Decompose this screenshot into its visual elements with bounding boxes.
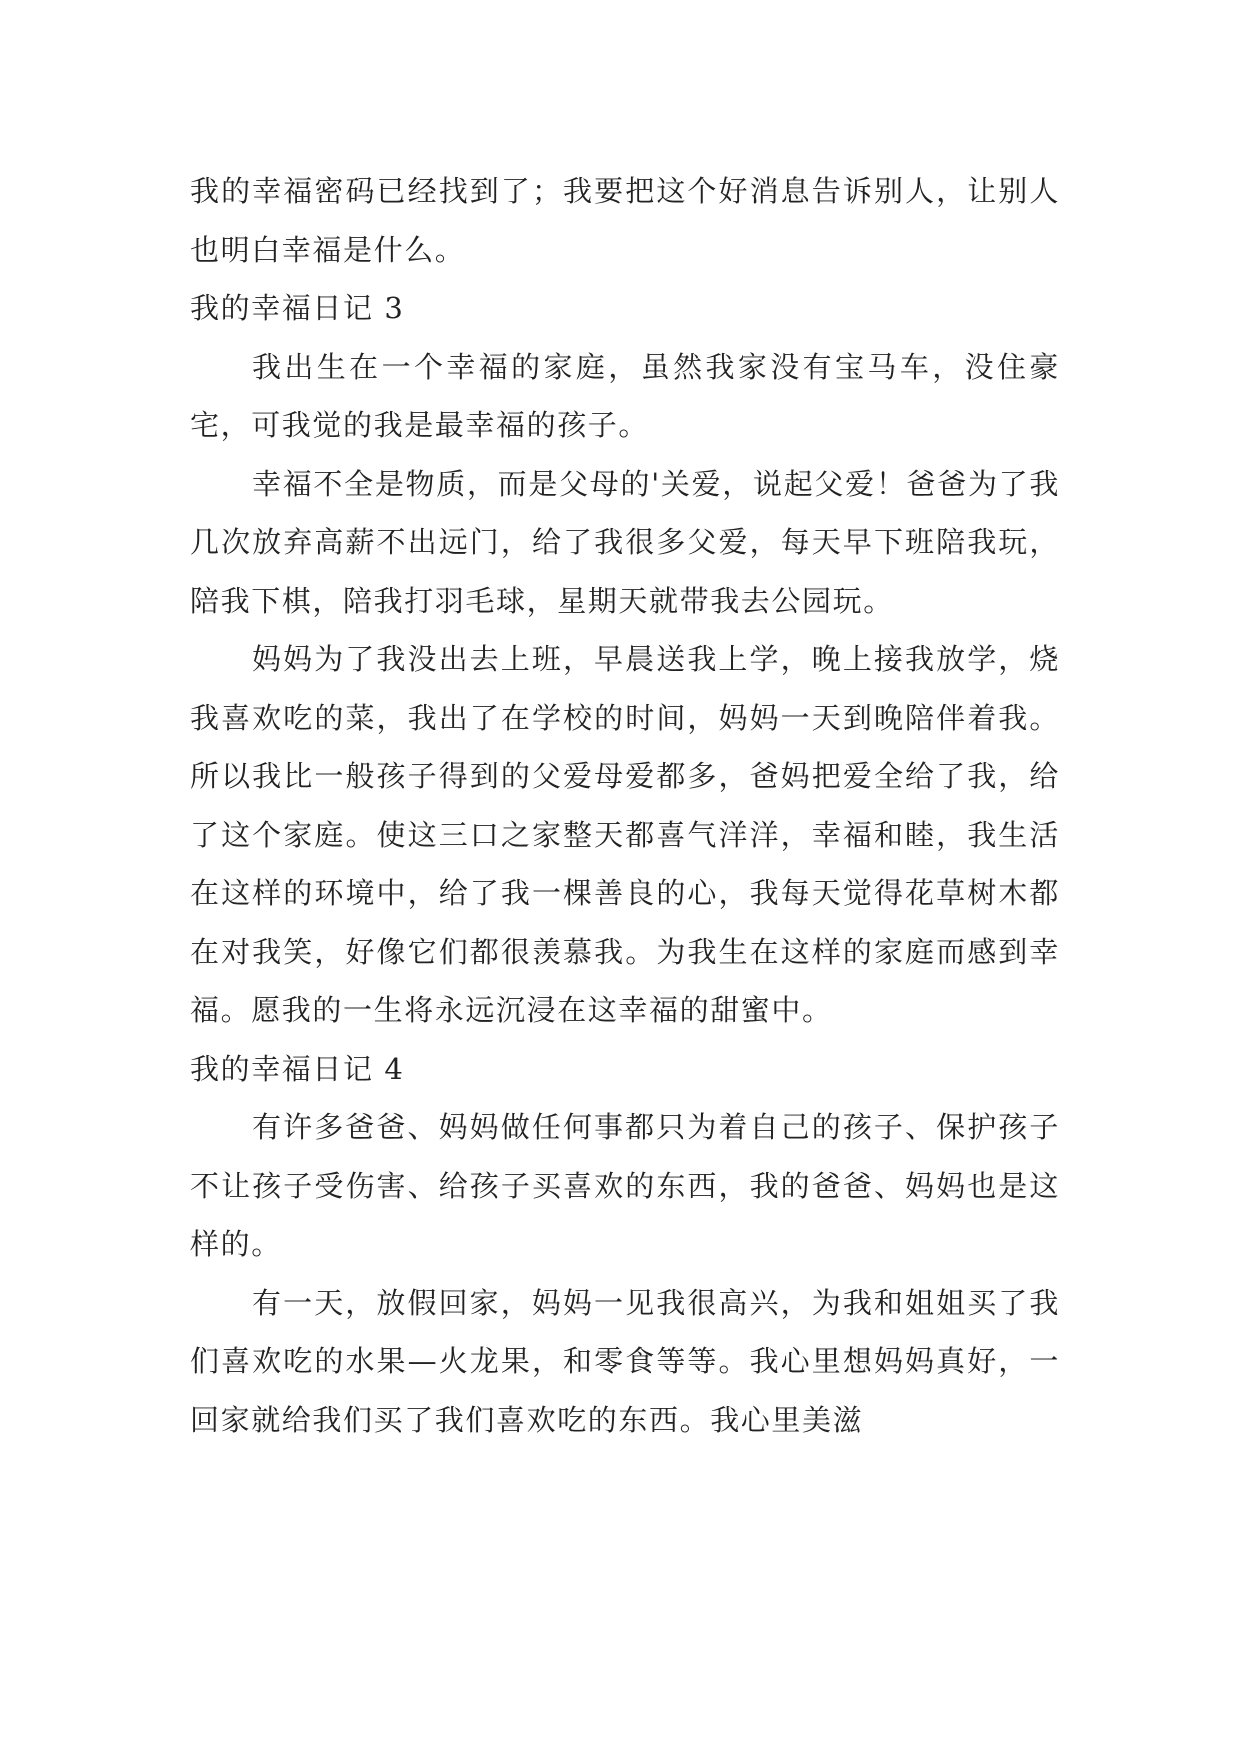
section-heading-diary-3: 我的幸福日记 3 [190, 291, 405, 325]
paragraph-holiday: 有一天，放假回家，妈妈一见我很高兴，为我和姐姐买了我们喜欢吃的水果—火龙果，和零食等等。我心里想妈妈真好，一回家就给我们买了我们喜欢吃的东西。我心里美滋 [190, 1285, 1060, 1437]
paragraph-mother: 妈妈为了我没出去上班，早晨送我上学，晚上接我放学，烧我喜欢吃的菜，我出了在学校的时间，妈妈一天到晚陪伴着我。所以我比一般孩子得到的父爱母爱都多，爸妈把爱全给了我，给了这个家庭。使这三口之家整天都喜气洋洋，幸福和睦，我生活在这样的环境中，给了我一棵善良的心，我每天觉得花草树木都在对我笑，好像它们都很羡慕我。为我生在这样的家庭而感到幸福。愿我的一生将永远沉浸在这幸福的甜蜜中。 [190, 642, 1060, 1027]
paragraph-parents: 有许多爸爸、妈妈做任何事都只为着自己的孩子、保护孩子不让孩子受伤害、给孩子买喜欢的东西，我的爸爸、妈妈也是这样的。 [190, 1110, 1060, 1261]
section-heading-diary-4: 我的幸福日记 4 [190, 1051, 405, 1086]
paragraph-family: 我出生在一个幸福的家庭，虽然我家没有宝马车，没住豪宅，可我觉的我是最幸福的孩子。 [190, 349, 1060, 442]
document-body [190, 162, 1060, 1449]
paragraph-father: 幸福不全是物质，而是父母的'关爱，说起父爱！爸爸为了我几次放弃高薪不出远门，给了我很多父爱，每天早下班陪我玩，陪我下棋，陪我打羽毛球，星期天就带我去公园玩。 [190, 466, 1060, 618]
paragraph-intro: 我的幸福密码已经找到了；我要把这个好消息告诉别人，让别人也明白幸福是什么。 [190, 174, 1060, 267]
